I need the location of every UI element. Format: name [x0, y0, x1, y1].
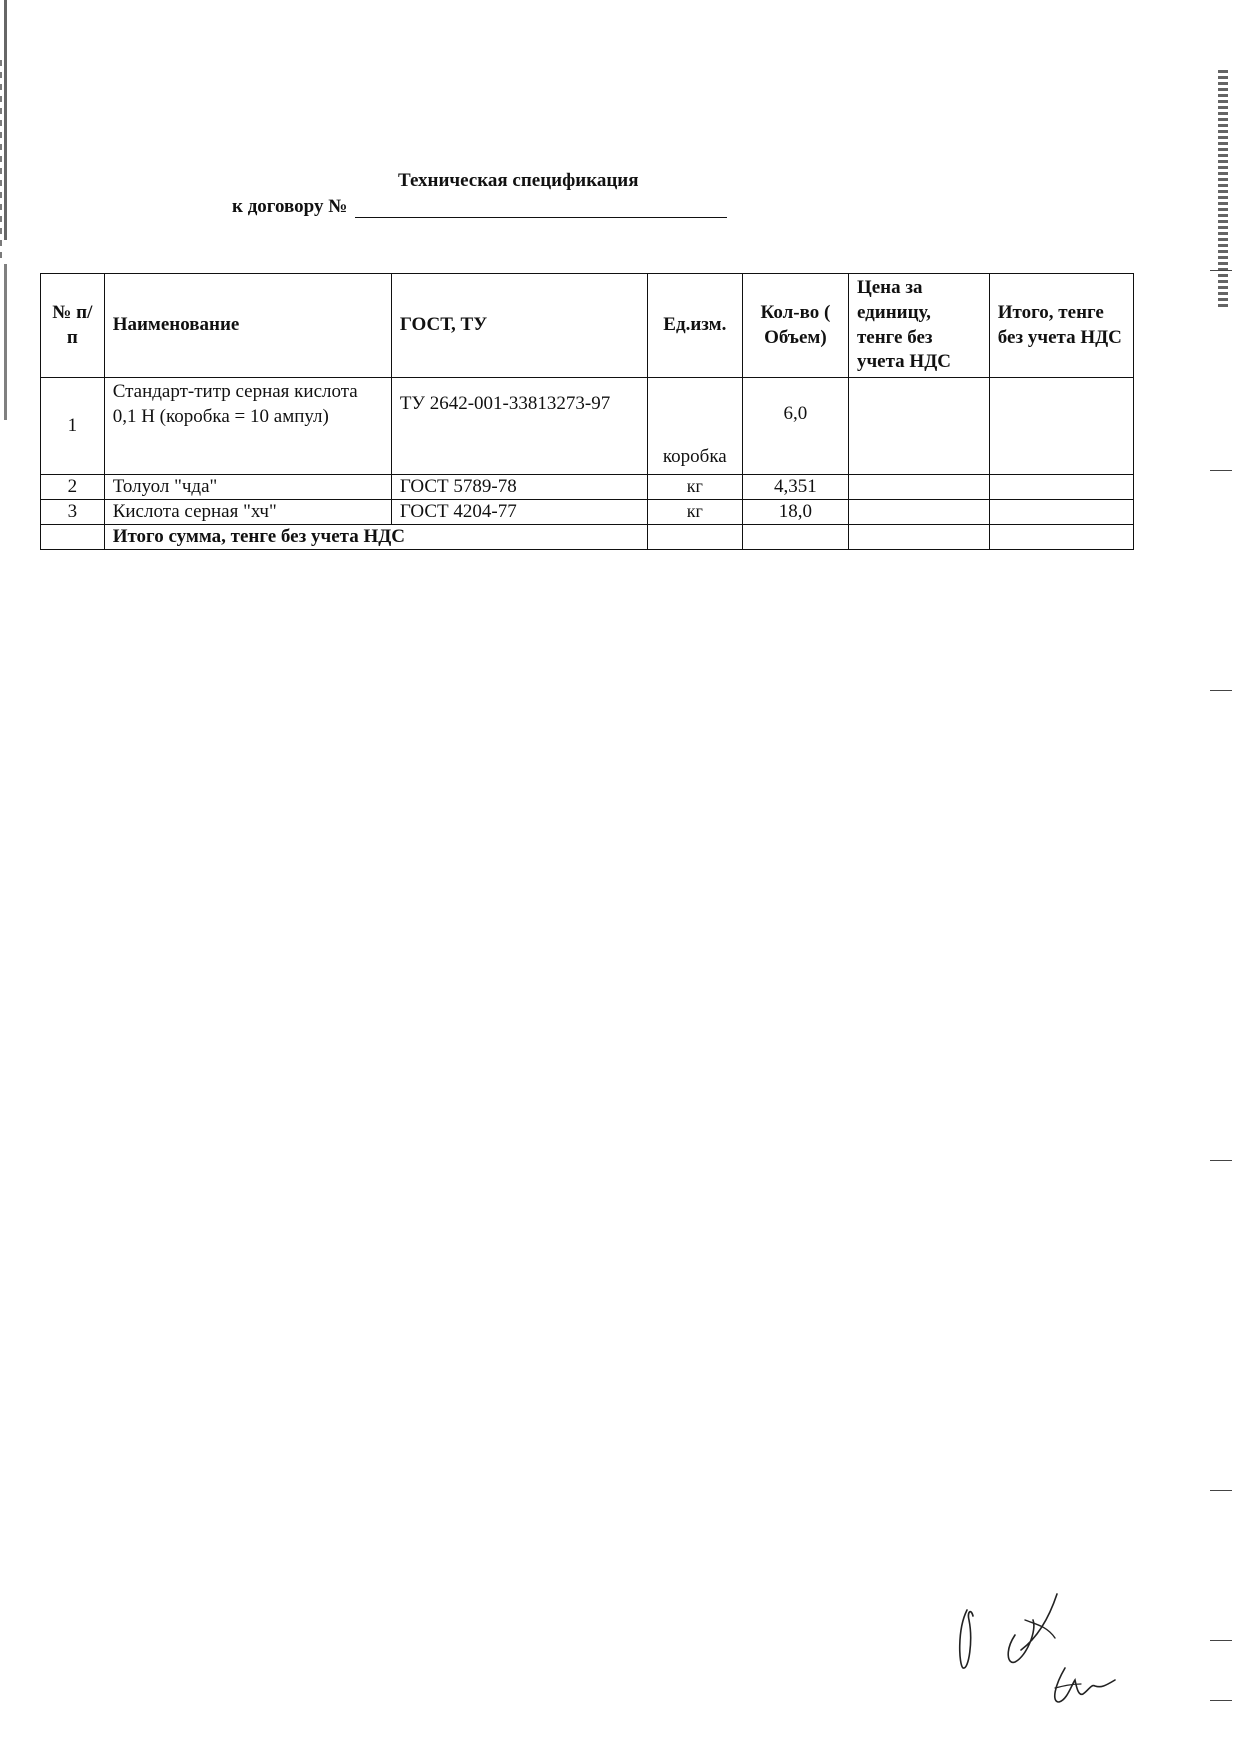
cell-price — [848, 475, 989, 500]
total-sum-label: Итого сумма, тенге без учета НДС — [104, 525, 647, 550]
header-gost: ГОСТ, ТУ — [391, 274, 647, 378]
cell-price-empty — [848, 525, 989, 550]
header-num: № п/п — [41, 274, 105, 378]
cell-unit: коробка — [647, 378, 742, 475]
cell-name: Кислота серная "хч" — [104, 500, 391, 525]
cell-total — [989, 378, 1133, 475]
cell-total — [989, 500, 1133, 525]
scan-edge-mark — [4, 0, 7, 600]
table-row — [41, 378, 1134, 475]
table-total-row — [41, 525, 1134, 550]
scan-edge-mark — [1210, 1490, 1232, 1491]
cell-price — [848, 500, 989, 525]
contract-reference — [232, 196, 727, 218]
scan-edge-mark — [0, 60, 2, 260]
contract-number-blank — [355, 198, 727, 218]
cell-total — [989, 475, 1133, 500]
cell-qty: 18,0 — [742, 500, 848, 525]
scan-edge-mark — [1210, 270, 1232, 271]
handwritten-signature-icon — [955, 1590, 1135, 1720]
cell-qty-empty — [742, 525, 848, 550]
header-qty: Кол-во ( Объем) — [742, 274, 848, 378]
header-unit: Ед.изм. — [647, 274, 742, 378]
document-title: Техническая спецификация — [398, 170, 639, 191]
cell-gost: ГОСТ 5789-78 — [391, 475, 647, 500]
scan-edge-mark — [1210, 1160, 1232, 1161]
scan-edge-mark — [1210, 1700, 1232, 1701]
cell-num-empty — [41, 525, 105, 550]
header-name: Наименование — [104, 274, 391, 378]
header-total: Итого, тенге без учета НДС — [989, 274, 1133, 378]
cell-num: 3 — [41, 500, 105, 525]
cell-unit-empty — [647, 525, 742, 550]
cell-name: Толуол "чда" — [104, 475, 391, 500]
cell-price — [848, 378, 989, 475]
table-header-row — [41, 274, 1134, 378]
specification-table — [40, 273, 1134, 550]
contract-label: к договору № — [232, 196, 348, 217]
cell-num: 1 — [41, 378, 105, 475]
cell-num: 2 — [41, 475, 105, 500]
cell-name: Стандарт-титр серная кислота 0,1 Н (коробка = 10 ампул) — [104, 378, 391, 475]
cell-unit: кг — [647, 500, 742, 525]
table-row — [41, 500, 1134, 525]
table-row — [41, 475, 1134, 500]
cell-qty: 6,0 — [742, 378, 848, 475]
scan-edge-mark — [1218, 70, 1228, 310]
cell-gost: ГОСТ 4204-77 — [391, 500, 647, 525]
scan-edge-mark — [1210, 470, 1232, 471]
cell-qty: 4,351 — [742, 475, 848, 500]
total-sum-value — [989, 525, 1133, 550]
scan-edge-mark — [1210, 690, 1232, 691]
cell-gost: ТУ 2642-001-33813273-97 — [391, 378, 647, 475]
cell-unit: кг — [647, 475, 742, 500]
header-price: Цена за единицу, тенге без учета НДС — [848, 274, 989, 378]
scan-edge-mark — [1210, 1640, 1232, 1641]
